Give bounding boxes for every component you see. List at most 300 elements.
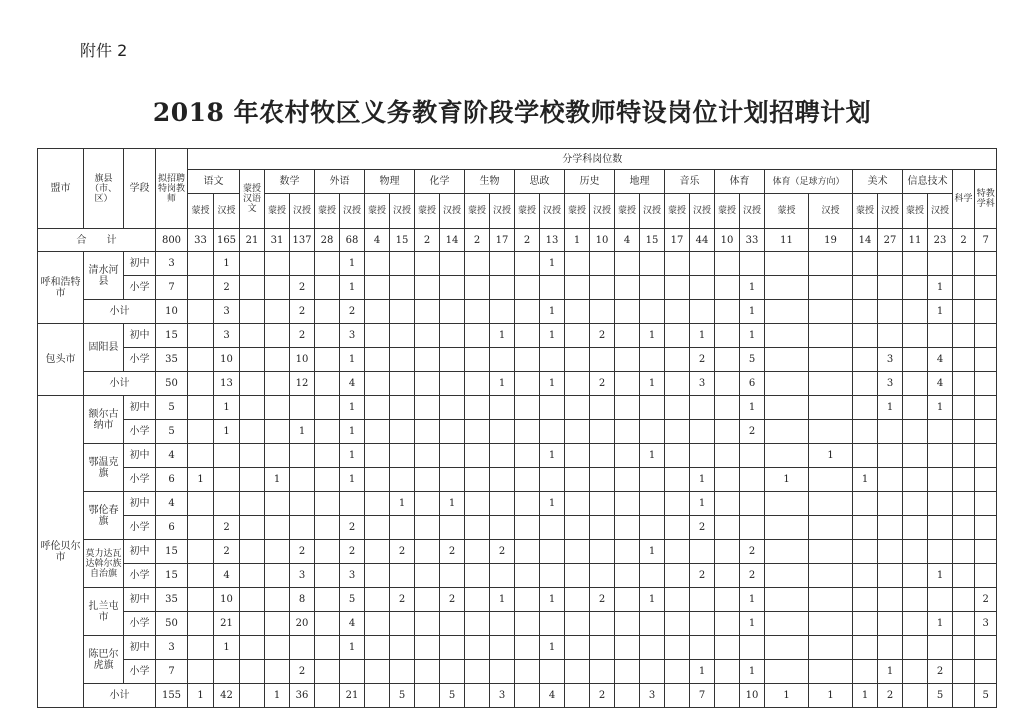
subject-count-cell: 3 <box>878 372 903 396</box>
county-name: 扎兰屯市 <box>84 588 124 636</box>
subject-count-cell <box>640 660 665 684</box>
planned-total-cell: 35 <box>156 588 188 612</box>
subject-count-cell <box>878 540 903 564</box>
subject-count-cell <box>740 252 765 276</box>
header-subject-history: 历史 <box>565 170 615 194</box>
subject-count-cell <box>903 468 928 492</box>
subject-count-cell: 1 <box>740 300 765 324</box>
subject-count-cell <box>590 660 615 684</box>
header-row-1 <box>38 149 997 170</box>
stage-name: 小学 <box>124 612 156 636</box>
subject-count-cell: 2 <box>214 540 240 564</box>
subject-count-cell <box>565 276 590 300</box>
total-value: 15 <box>640 229 665 252</box>
header-subject-it: 信息技术 <box>903 170 953 194</box>
subject-count-cell <box>640 396 665 420</box>
subject-count-cell <box>490 468 515 492</box>
subject-count-cell: 1 <box>340 252 365 276</box>
subject-count-cell <box>975 276 997 300</box>
subject-count-cell <box>365 660 390 684</box>
header-han: 汉授 <box>540 194 565 229</box>
header-mong: 蒙授 <box>315 194 340 229</box>
subject-count-cell <box>440 444 465 468</box>
subject-count-cell: 20 <box>290 612 315 636</box>
document-title: 2018 年农村牧区义务教育阶段学校教师特设岗位计划招聘计划 <box>152 98 872 127</box>
subject-count-cell <box>315 396 340 420</box>
planned-total-cell: 6 <box>156 516 188 540</box>
subject-count-cell <box>440 324 465 348</box>
subject-count-cell <box>515 516 540 540</box>
header-han: 汉授 <box>878 194 903 229</box>
subject-count-cell <box>809 492 853 516</box>
subject-count-cell <box>809 276 853 300</box>
subject-count-cell: 1 <box>690 660 715 684</box>
subject-count-cell: 2 <box>878 684 903 708</box>
header-han: 汉授 <box>290 194 315 229</box>
subject-count-cell <box>214 660 240 684</box>
subject-count-cell <box>765 324 809 348</box>
county-name: 鄂伦春旗 <box>84 492 124 540</box>
subject-count-cell <box>953 468 975 492</box>
subject-count-cell: 2 <box>340 300 365 324</box>
subject-count-cell <box>390 396 415 420</box>
subject-count-cell <box>615 612 640 636</box>
subject-count-cell <box>975 396 997 420</box>
subject-count-cell <box>265 660 290 684</box>
subject-count-cell <box>565 396 590 420</box>
subject-count-cell <box>665 420 690 444</box>
subject-count-cell <box>490 348 515 372</box>
subject-count-cell <box>515 468 540 492</box>
header-subject-chinese: 语文 <box>188 170 240 194</box>
total-value: 14 <box>853 229 878 252</box>
header-mong: 蒙授 <box>188 194 214 229</box>
subject-count-cell <box>265 420 290 444</box>
subject-count-cell: 2 <box>690 564 715 588</box>
subject-count-cell: 1 <box>340 420 365 444</box>
subject-count-cell <box>515 492 540 516</box>
subject-count-cell <box>928 252 953 276</box>
subject-count-cell <box>853 348 878 372</box>
subject-count-cell <box>953 492 975 516</box>
subject-count-cell <box>853 588 878 612</box>
subject-count-cell <box>240 348 265 372</box>
subject-count-cell <box>565 588 590 612</box>
subject-count-cell <box>715 564 740 588</box>
total-value: 1 <box>565 229 590 252</box>
subject-count-cell <box>715 612 740 636</box>
table-row <box>38 468 997 492</box>
subject-count-cell: 5 <box>975 684 997 708</box>
subject-count-cell <box>465 420 490 444</box>
subject-count-cell: 2 <box>340 540 365 564</box>
subject-count-cell <box>240 684 265 708</box>
subject-count-cell: 1 <box>540 444 565 468</box>
subject-count-cell: 1 <box>214 636 240 660</box>
subject-count-cell <box>565 252 590 276</box>
subject-count-cell <box>715 252 740 276</box>
subject-count-cell <box>953 420 975 444</box>
stage-name: 初中 <box>124 540 156 564</box>
subject-count-cell <box>665 540 690 564</box>
header-mong: 蒙授 <box>715 194 740 229</box>
subject-count-cell <box>415 492 440 516</box>
subject-count-cell <box>490 492 515 516</box>
subject-count-cell <box>240 492 265 516</box>
subject-count-cell <box>878 564 903 588</box>
subject-count-cell <box>665 396 690 420</box>
attachment-label: 附件 2 <box>80 41 128 60</box>
subject-count-cell <box>853 564 878 588</box>
subject-count-cell: 4 <box>340 372 365 396</box>
subject-count-cell <box>240 540 265 564</box>
total-value: 68 <box>340 229 365 252</box>
total-value: 44 <box>690 229 715 252</box>
subject-count-cell <box>565 564 590 588</box>
table-row <box>38 396 997 420</box>
stage-name: 初中 <box>124 588 156 612</box>
subject-count-cell: 5 <box>740 348 765 372</box>
subject-count-cell: 3 <box>290 564 315 588</box>
header-mong: 蒙授 <box>515 194 540 229</box>
subject-count-cell: 3 <box>214 324 240 348</box>
subject-count-cell <box>765 276 809 300</box>
subject-count-cell <box>265 492 290 516</box>
subject-count-cell <box>365 444 390 468</box>
subject-count-cell <box>465 564 490 588</box>
subject-count-cell <box>953 636 975 660</box>
subject-count-cell <box>740 468 765 492</box>
subject-count-cell <box>953 276 975 300</box>
total-value: 137 <box>290 229 315 252</box>
subject-count-cell <box>903 540 928 564</box>
subject-count-cell <box>809 468 853 492</box>
subject-count-cell <box>365 252 390 276</box>
planned-total-cell: 15 <box>156 564 188 588</box>
subject-count-cell <box>715 492 740 516</box>
subject-count-cell <box>853 612 878 636</box>
subject-count-cell <box>315 444 340 468</box>
subject-count-cell <box>415 468 440 492</box>
subject-count-cell <box>590 564 615 588</box>
subject-count-cell <box>928 540 953 564</box>
subject-count-cell <box>590 612 615 636</box>
subject-count-cell <box>765 396 809 420</box>
subject-count-cell <box>809 372 853 396</box>
subject-count-cell <box>903 516 928 540</box>
subject-count-cell <box>715 276 740 300</box>
subject-count-cell: 2 <box>740 420 765 444</box>
table-row <box>38 348 997 372</box>
subject-count-cell <box>640 276 665 300</box>
subject-count-cell <box>465 612 490 636</box>
subject-count-cell <box>715 540 740 564</box>
subject-count-cell: 21 <box>340 684 365 708</box>
subject-count-cell <box>415 588 440 612</box>
subject-count-cell <box>440 276 465 300</box>
subject-count-cell <box>665 636 690 660</box>
subject-count-cell: 2 <box>490 540 515 564</box>
subject-count-cell: 1 <box>340 468 365 492</box>
subject-count-cell <box>365 516 390 540</box>
subject-count-cell <box>188 516 214 540</box>
subject-count-cell <box>515 564 540 588</box>
subject-count-cell: 1 <box>214 420 240 444</box>
total-row <box>38 229 997 252</box>
subject-count-cell: 1 <box>853 468 878 492</box>
subject-count-cell: 5 <box>340 588 365 612</box>
subject-count-cell: 1 <box>928 276 953 300</box>
subject-count-cell <box>903 420 928 444</box>
subject-count-cell: 3 <box>214 300 240 324</box>
subject-count-cell <box>265 252 290 276</box>
header-league: 盟市 <box>38 149 84 229</box>
subject-count-cell <box>490 660 515 684</box>
subject-count-cell <box>265 396 290 420</box>
subject-count-cell <box>765 252 809 276</box>
subject-count-cell <box>315 516 340 540</box>
subject-count-cell <box>878 252 903 276</box>
subject-count-cell <box>928 444 953 468</box>
header-subject-science: 科学 <box>953 170 975 229</box>
subject-count-cell <box>490 396 515 420</box>
subject-count-cell <box>953 660 975 684</box>
subject-count-cell <box>240 660 265 684</box>
subject-count-cell <box>390 612 415 636</box>
subject-count-cell <box>878 636 903 660</box>
subject-count-cell <box>440 372 465 396</box>
subject-count-cell <box>690 588 715 612</box>
table-row <box>38 612 997 636</box>
subject-count-cell <box>975 420 997 444</box>
subject-count-cell <box>809 420 853 444</box>
subject-count-cell <box>465 492 490 516</box>
subject-count-cell <box>415 660 440 684</box>
subject-count-cell <box>615 372 640 396</box>
subject-count-cell <box>290 396 315 420</box>
subject-count-cell <box>240 372 265 396</box>
subject-count-cell <box>640 300 665 324</box>
subject-count-cell <box>928 636 953 660</box>
total-value: 14 <box>440 229 465 252</box>
header-subject-biology: 生物 <box>465 170 515 194</box>
subject-count-cell <box>188 492 214 516</box>
subject-count-cell <box>878 276 903 300</box>
subject-count-cell <box>615 588 640 612</box>
total-value: 13 <box>540 229 565 252</box>
header-han: 汉授 <box>590 194 615 229</box>
subject-count-cell <box>188 636 214 660</box>
subject-count-cell <box>390 276 415 300</box>
subject-count-cell <box>640 612 665 636</box>
subject-count-cell <box>265 564 290 588</box>
subject-count-cell <box>265 444 290 468</box>
subject-count-cell <box>715 420 740 444</box>
subject-count-cell <box>540 276 565 300</box>
subject-count-cell <box>665 564 690 588</box>
subject-count-cell <box>853 540 878 564</box>
subject-count-cell <box>440 348 465 372</box>
subject-count-cell <box>240 444 265 468</box>
subject-count-cell <box>540 516 565 540</box>
subject-count-cell <box>240 564 265 588</box>
total-value: 10 <box>715 229 740 252</box>
subject-count-cell: 1 <box>740 660 765 684</box>
subject-count-cell <box>690 444 715 468</box>
subject-count-cell <box>465 276 490 300</box>
subject-count-cell <box>188 396 214 420</box>
subject-count-cell: 5 <box>390 684 415 708</box>
subject-count-cell <box>265 300 290 324</box>
subject-count-cell: 2 <box>290 660 315 684</box>
subject-count-cell <box>615 492 640 516</box>
subject-count-cell <box>265 348 290 372</box>
subject-count-cell: 1 <box>340 444 365 468</box>
subject-count-cell <box>515 420 540 444</box>
subject-count-cell <box>590 540 615 564</box>
subject-count-cell <box>290 444 315 468</box>
header-subject-physics: 物理 <box>365 170 415 194</box>
subject-count-cell: 21 <box>214 612 240 636</box>
total-value: 2 <box>465 229 490 252</box>
subject-count-cell <box>365 540 390 564</box>
subject-count-cell <box>465 684 490 708</box>
subject-count-cell <box>515 252 540 276</box>
header-han: 汉授 <box>214 194 240 229</box>
total-value: 33 <box>740 229 765 252</box>
subject-count-cell: 1 <box>340 276 365 300</box>
subject-count-cell: 3 <box>340 324 365 348</box>
subject-count-cell <box>265 324 290 348</box>
subject-count-cell <box>809 300 853 324</box>
subject-count-cell: 1 <box>340 348 365 372</box>
subject-count-cell <box>565 300 590 324</box>
planned-total-cell: 6 <box>156 468 188 492</box>
subject-count-cell <box>878 588 903 612</box>
table-row <box>38 276 997 300</box>
subject-count-cell: 1 <box>690 492 715 516</box>
planned-total-cell: 50 <box>156 372 188 396</box>
subject-count-cell <box>290 252 315 276</box>
subject-count-cell: 1 <box>640 444 665 468</box>
subject-count-cell: 1 <box>540 492 565 516</box>
subject-count-cell <box>540 420 565 444</box>
subject-count-cell <box>715 588 740 612</box>
subject-count-cell <box>315 612 340 636</box>
subject-count-cell <box>365 396 390 420</box>
subject-count-cell <box>515 444 540 468</box>
subject-count-cell: 2 <box>390 540 415 564</box>
subject-count-cell <box>415 324 440 348</box>
subject-count-cell <box>440 420 465 444</box>
subject-count-cell <box>903 492 928 516</box>
subject-count-cell <box>590 420 615 444</box>
subject-count-cell: 10 <box>290 348 315 372</box>
subject-count-cell <box>715 516 740 540</box>
header-han: 汉授 <box>740 194 765 229</box>
subject-count-cell: 1 <box>540 252 565 276</box>
subject-count-cell: 3 <box>640 684 665 708</box>
subject-count-cell <box>365 300 390 324</box>
subject-count-cell <box>765 420 809 444</box>
subject-count-cell <box>465 468 490 492</box>
subject-count-cell: 1 <box>878 396 903 420</box>
subject-count-cell: 1 <box>809 444 853 468</box>
subject-count-cell <box>240 468 265 492</box>
subject-count-cell <box>440 396 465 420</box>
header-subject-music: 音乐 <box>665 170 715 194</box>
subject-count-cell <box>953 564 975 588</box>
planned-total-cell: 4 <box>156 492 188 516</box>
subject-count-cell <box>415 516 440 540</box>
planned-total-cell: 10 <box>156 300 188 324</box>
subject-count-cell: 1 <box>390 492 415 516</box>
subject-count-cell <box>265 372 290 396</box>
subject-count-cell <box>240 636 265 660</box>
subject-count-cell <box>878 444 903 468</box>
subject-count-cell: 1 <box>188 684 214 708</box>
subject-count-cell <box>953 300 975 324</box>
subject-count-cell <box>640 516 665 540</box>
subject-count-cell <box>975 324 997 348</box>
header-subject-pe-football: 体育（足球方向） <box>765 170 853 194</box>
subject-count-cell <box>214 468 240 492</box>
subject-count-cell <box>665 660 690 684</box>
subject-count-cell: 1 <box>640 588 665 612</box>
subject-count-cell: 1 <box>540 300 565 324</box>
header-subject-special-ed: 特教学科 <box>975 170 997 229</box>
subject-count-cell <box>809 396 853 420</box>
subtotal-label: 小计 <box>84 300 156 324</box>
subject-count-cell <box>390 252 415 276</box>
subject-count-cell <box>765 636 809 660</box>
subject-count-cell <box>690 540 715 564</box>
table-row <box>38 420 997 444</box>
subject-count-cell: 2 <box>590 372 615 396</box>
subject-count-cell: 1 <box>265 468 290 492</box>
subject-count-cell <box>265 612 290 636</box>
subject-count-cell <box>953 540 975 564</box>
header-mong: 蒙授 <box>365 194 390 229</box>
total-value: 23 <box>928 229 953 252</box>
total-value: 17 <box>490 229 515 252</box>
subject-count-cell: 10 <box>214 348 240 372</box>
subject-count-cell <box>903 276 928 300</box>
subject-count-cell <box>565 348 590 372</box>
subject-count-cell <box>565 660 590 684</box>
subject-count-cell <box>188 348 214 372</box>
subject-count-cell: 6 <box>740 372 765 396</box>
subject-count-cell <box>315 300 340 324</box>
subject-count-cell <box>590 444 615 468</box>
subject-count-cell <box>340 492 365 516</box>
subject-count-cell <box>740 636 765 660</box>
county-name: 固阳县 <box>84 324 124 372</box>
table-row <box>38 564 997 588</box>
subject-count-cell <box>490 612 515 636</box>
subject-count-cell <box>690 300 715 324</box>
subject-count-cell <box>365 420 390 444</box>
subject-count-cell: 3 <box>490 684 515 708</box>
county-name: 清水河县 <box>84 252 124 300</box>
stage-name: 初中 <box>124 396 156 420</box>
subject-count-cell <box>515 660 540 684</box>
subject-count-cell <box>490 564 515 588</box>
subject-count-cell <box>590 636 615 660</box>
subject-count-cell <box>365 612 390 636</box>
subject-count-cell <box>315 252 340 276</box>
county-name: 鄂温克旗 <box>84 444 124 492</box>
